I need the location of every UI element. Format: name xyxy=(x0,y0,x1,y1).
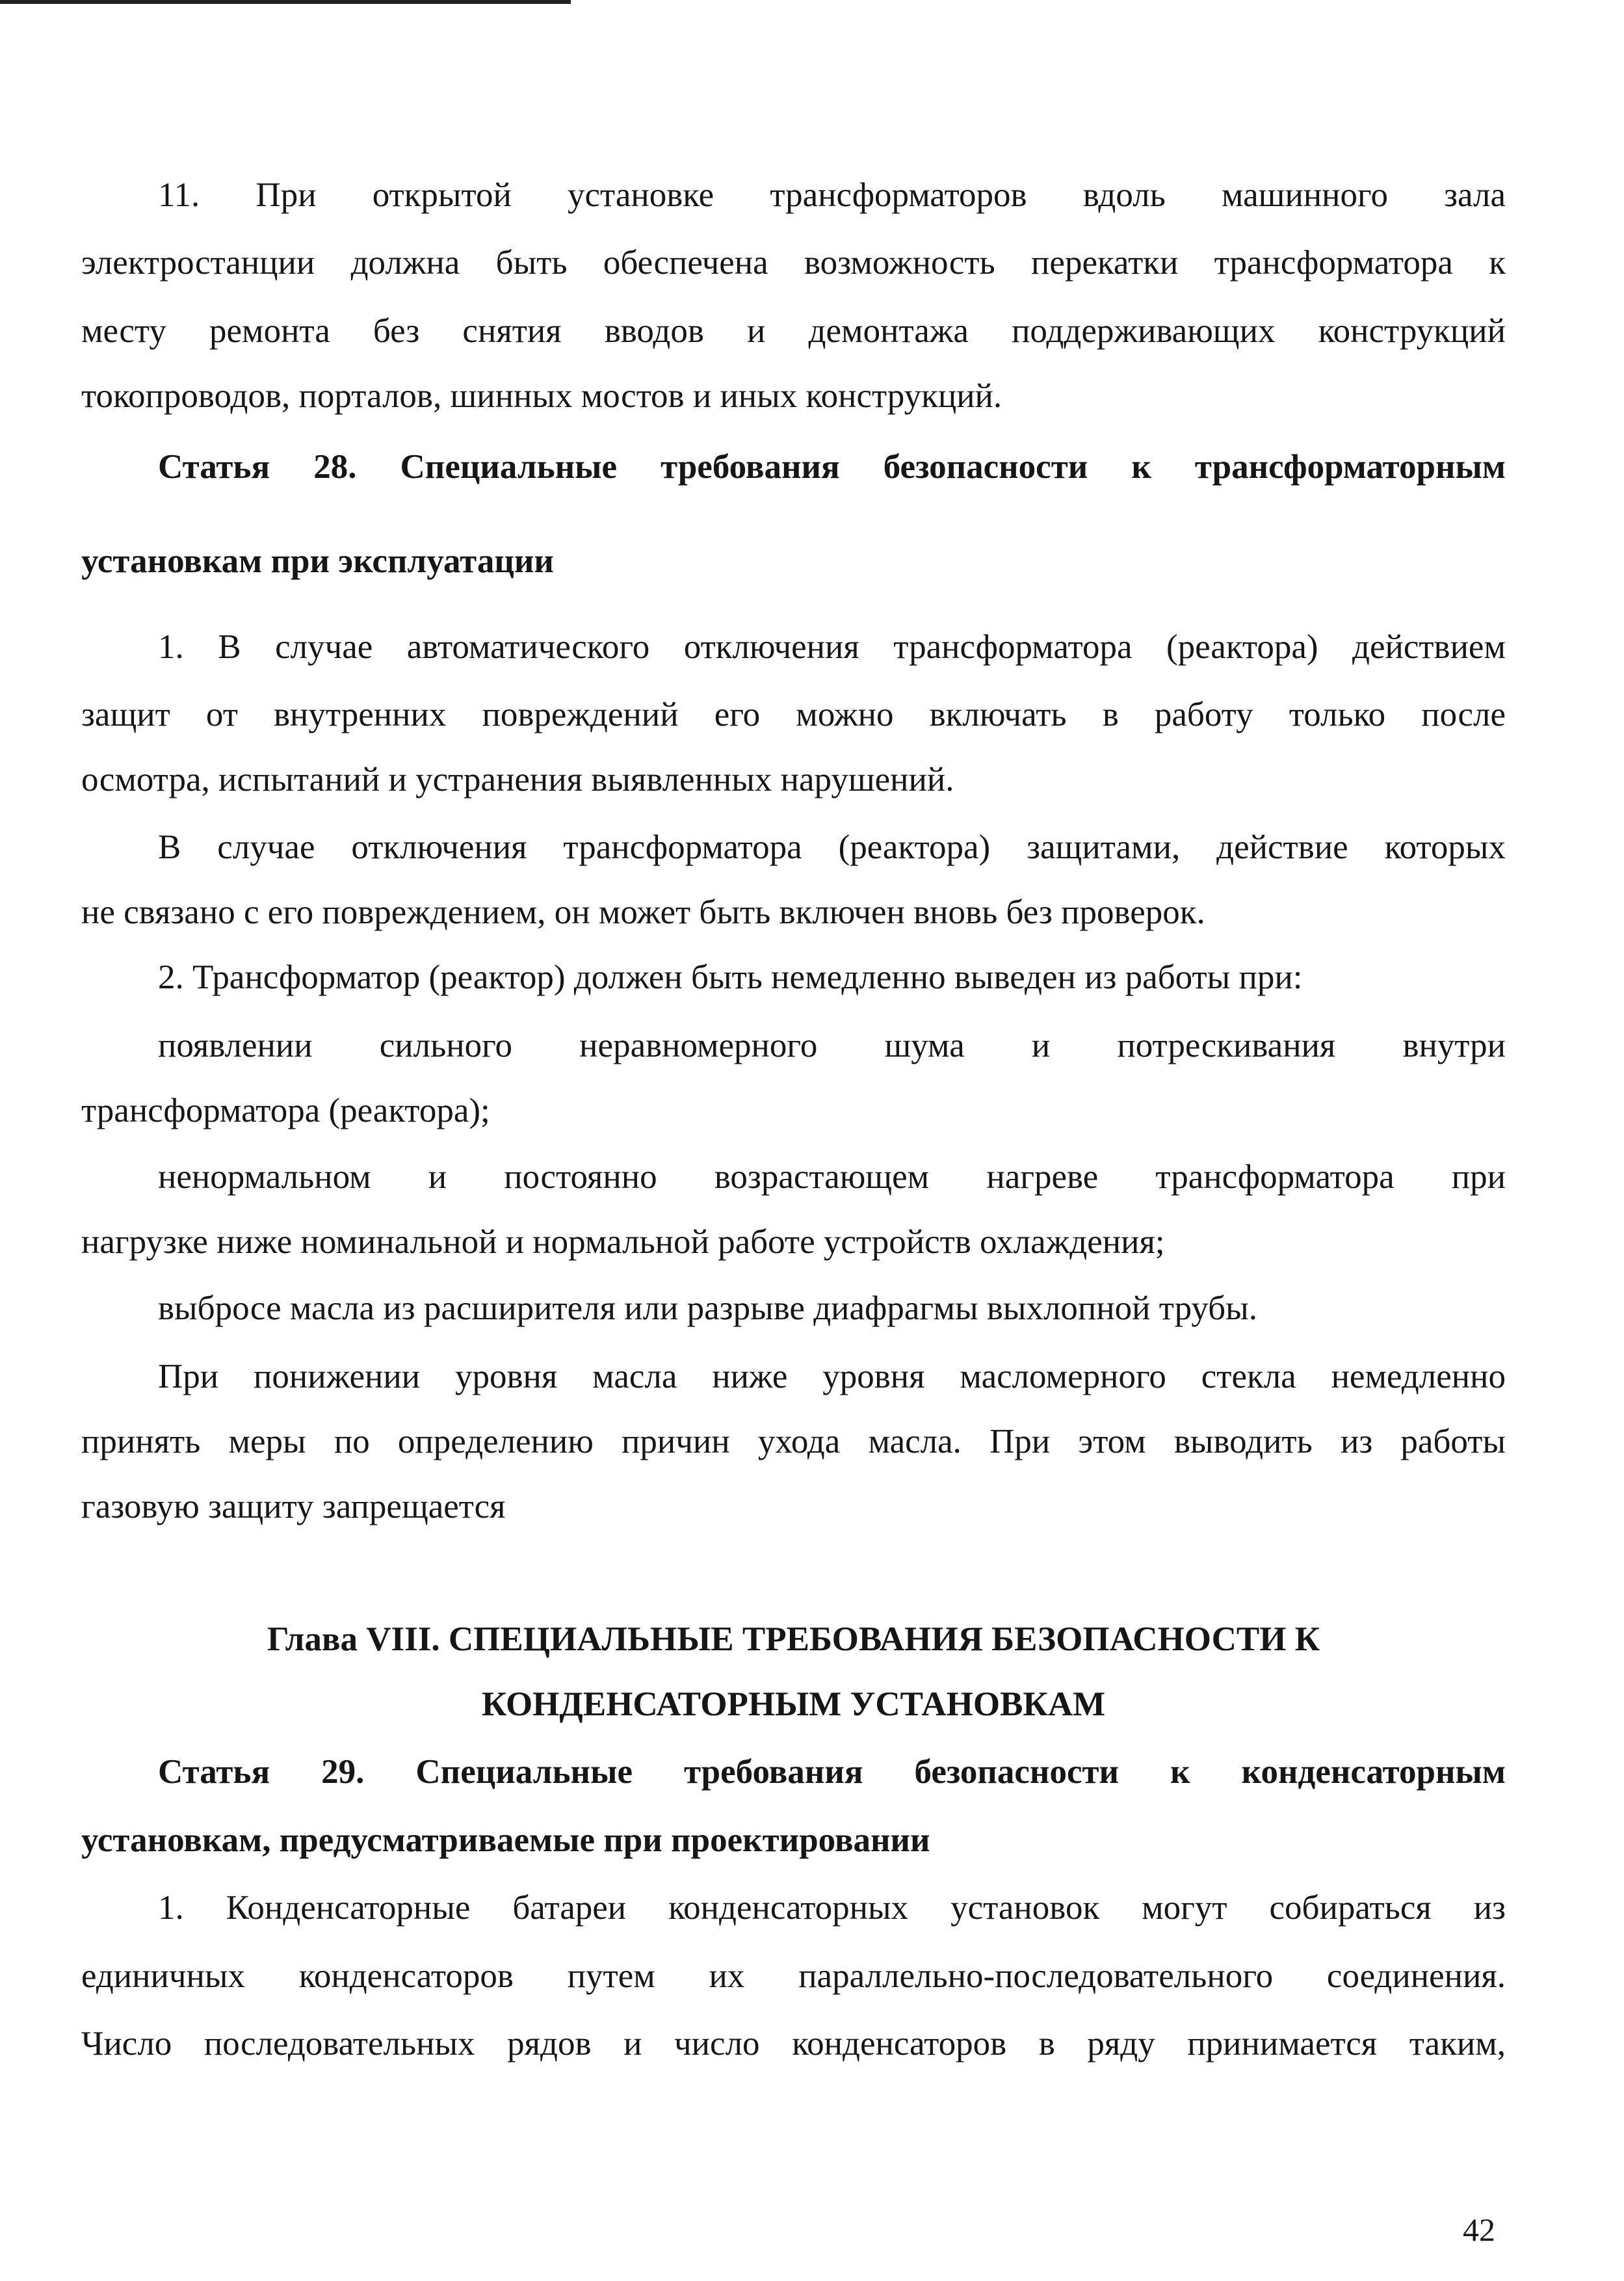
text-line: При понижении уровня масла ниже уровня масломерного стекла немедленно xyxy=(158,1358,1506,1395)
text-line: газовую защиту запрещается xyxy=(81,1488,506,1525)
heading-line: Статья 28. Специальные требования безопасности к трансформаторным xyxy=(158,448,1506,486)
text-line: Число последовательных рядов и число конденсаторов в ряду принимается таким, xyxy=(81,2025,1506,2063)
text-line: нагрузке ниже номинальной и нормальной работе устройств охлаждения; xyxy=(81,1223,1165,1261)
text-line: месту ремонта без снятия вводов и демонтажа поддерживающих конструкций xyxy=(81,312,1506,350)
text-line: выбросе масла из расширителя или разрыве диафрагмы выхлопной трубы. xyxy=(158,1289,1258,1327)
text-line: осмотра, испытаний и устранения выявленных нарушений. xyxy=(81,761,954,798)
text-line: токопроводов, порталов, шинных мостов и иных конструкций. xyxy=(81,377,1002,415)
text-line: ненормальном и постоянно возрастающем нагреве трансформатора при xyxy=(158,1158,1506,1196)
text-line: принять меры по определению причин ухода масла. При этом выводить из работы xyxy=(81,1423,1506,1460)
heading-line: установкам при эксплуатации xyxy=(81,542,554,580)
text-line: 1. В случае автоматического отключения трансформатора (реактора) действием xyxy=(158,628,1506,666)
text-line: электростанции должна быть обеспечена возможность перекатки трансформатора к xyxy=(81,244,1506,282)
text-line: 1. Конденсаторные батареи конденсаторных установок могут собираться из xyxy=(158,1889,1506,1927)
text-line: 11. При открытой установке трансформаторов вдоль машинного зала xyxy=(158,176,1506,214)
top-border-line xyxy=(0,0,571,4)
text-line: не связано с его повреждением, он может быть включен вновь без проверок. xyxy=(81,893,1205,931)
text-line: защит от внутренних повреждений его можно включать в работу только после xyxy=(81,696,1506,733)
text-line: единичных конденсаторов путем их параллельно-последовательного соединения. xyxy=(81,1957,1506,1995)
heading-line: Статья 29. Специальные требования безопасности к конденсаторным xyxy=(158,1753,1506,1791)
heading-line: установкам, предусматриваемые при проектировании xyxy=(81,1821,930,1859)
text-line: появлении сильного неравномерного шума и потрескивания внутри xyxy=(158,1027,1506,1064)
heading-line: КОНДЕНСАТОРНЫМ УСТАНОВКАМ xyxy=(481,1685,1106,1723)
text-line: трансформатора (реактора); xyxy=(81,1092,490,1129)
page-number: 42 xyxy=(1463,2211,1495,2248)
text-line: 2. Трансформатор (реактор) должен быть немедленно выведен из работы при: xyxy=(158,958,1303,996)
heading-line: Глава VIII. СПЕЦИАЛЬНЫЕ ТРЕБОВАНИЯ БЕЗОПАСНОСТИ К xyxy=(267,1620,1320,1658)
text-line: В случае отключения трансформатора (реактора) защитами, действие которых xyxy=(158,828,1506,866)
